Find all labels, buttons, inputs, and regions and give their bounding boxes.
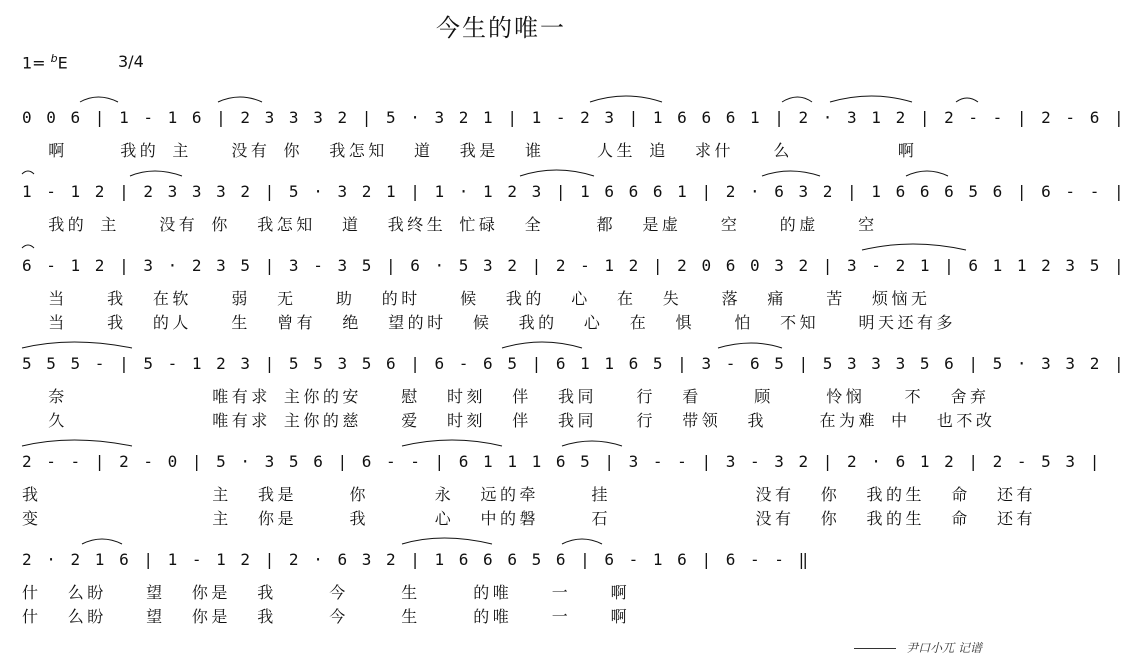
notation-line: 6 - 1 2 | 3 · 2 3 5 | 3 - 3 5 | 6 · 5 3 2 | 2 - 1 2 | 2 0 6 0 3 2 | 3 - 2 1 | 6 1 1 2 3 5 |: [22, 256, 1126, 275]
key-note: E: [57, 53, 68, 73]
time-signature: 3/4: [118, 52, 144, 71]
lyric-line-1: 奈 唯有求 主你的安 慰 时刻 伴 我同 行 看 顾 怜悯 不 舍弃: [22, 387, 990, 406]
flat-sign: b: [50, 52, 58, 65]
transcriber-credit: [854, 639, 982, 656]
key-prefix: 1=: [22, 53, 51, 73]
lyric-line-2: 当 我 的人 生 曾有 绝 望的时 候 我的 心 在 惧 怕 不知 明天还有多: [22, 313, 957, 332]
lyric-line-2: 变 主 你是 我 心 中的磐 石 没有 你 我的生 命 还有: [22, 509, 1037, 528]
notation-line: 1 - 1 2 | 2 3 3 3 2 | 5 · 3 2 1 | 1 · 1 2 3 | 1 6 6 6 1 | 2 · 6 3 2 | 1 6 6 6 5 6 | 6 - - |: [22, 182, 1126, 201]
notation-line: 2 · 2 1 6 | 1 - 1 2 | 2 · 6 3 2 | 1 6 6 6 5 6 | 6 - 1 6 | 6 - - ‖: [22, 550, 811, 569]
lyric-line-2: 久 唯有求 主你的慈 爱 时刻 伴 我同 行 带领 我 在为难 中 也不改: [22, 411, 996, 430]
notation-line: 5 5 5 - | 5 - 1 2 3 | 5 5 3 5 6 | 6 - 6 5 | 6 1 1 6 5 | 3 - 6 5 | 5 3 3 3 5 6 | 5 · 3 3 2 |: [22, 354, 1126, 373]
notation-line: 2 - - | 2 - 0 | 5 · 3 5 6 | 6 - - | 6 1 1 1 6 5 | 3 - - | 3 - 3 2 | 2 · 6 1 2 | 2 - 5 3 |: [22, 452, 1102, 471]
lyric-line-2: 什 么盼 望 你是 我 今 生 的唯 一 啊: [22, 607, 631, 626]
key-signature: [22, 52, 68, 72]
credit-text: 尹口小兀 记谱: [906, 641, 982, 655]
lyric-line-1: 啊 我的 主 没有 你 我怎知 道 我是 谁 人生 追 求什 么 啊: [22, 141, 918, 160]
lyric-line-1: 我的 主 没有 你 我怎知 道 我终生 忙碌 全 都 是虚 空 的虚 空: [22, 215, 878, 234]
lyric-line-1: 当 我 在软 弱 无 助 的时 候 我的 心 在 失 落 痛 苦 烦恼无: [22, 289, 931, 308]
lyric-line-1: 什 么盼 望 你是 我 今 生 的唯 一 啊: [22, 583, 631, 602]
notation-line: 0 0 6 | 1 - 1 6 | 2 3 3 3 2 | 5 · 3 2 1 | 1 - 2 3 | 1 6 6 6 1 | 2 · 3 1 2 | 2 - - | 2 - 6 |: [22, 108, 1126, 127]
credit-dash: [854, 648, 896, 649]
lyric-line-1: 我 主 我是 你 永 远的牵 挂 没有 你 我的生 命 还有: [22, 485, 1037, 504]
song-title: 今生的唯一: [436, 14, 566, 42]
